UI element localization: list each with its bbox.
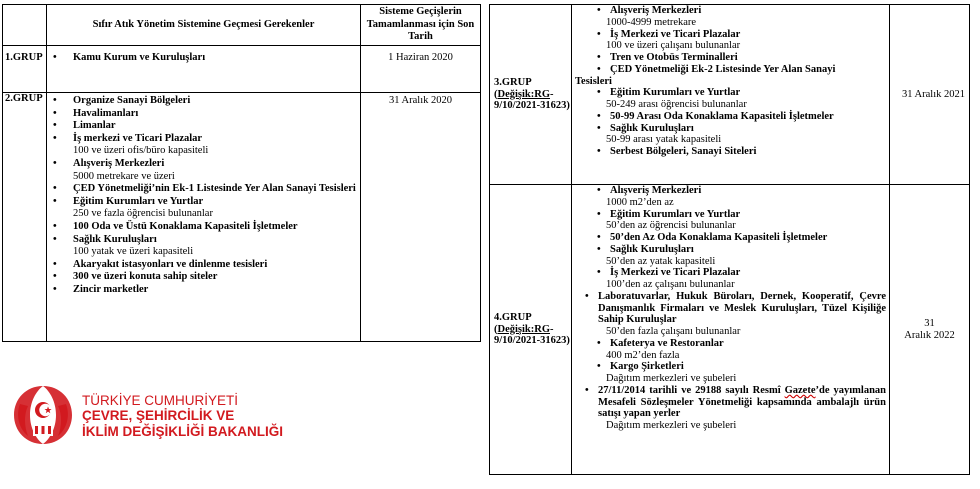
group2-item — [53, 234, 360, 259]
group3-requirement-item: • İş Merkezi ve Ticari Plazalar — [575, 29, 886, 41]
group4-requirement-item: • Alışveriş Merkezleri — [575, 185, 886, 197]
group2-item-title: İş merkezi ve Ticari Plazalar — [73, 132, 203, 144]
group4-requirement-text: 27/11/2014 tarihli ve 29188 sayılı Resmî — [598, 384, 785, 396]
group3-requirement-item: • 50-99 Arası Oda Konaklama Kapasiteli İşletmeler — [575, 111, 886, 123]
group3-deadline: 31 Aralık 2021 — [890, 5, 970, 185]
group4-requirement-detail: 50’den az yatak kapasiteli — [606, 255, 716, 267]
group3-requirement-item: • Tren ve Otobüs Terminalleri — [575, 52, 886, 64]
group3-row — [490, 5, 970, 185]
group2-item-title: ÇED Yönetmeliği’nin Ek-1 Listesinde Yer Alan Sanayi Tesisleri — [73, 183, 356, 195]
group4-deadline-rest: Aralık 2022 — [904, 329, 955, 341]
group2-item — [53, 95, 360, 108]
group2-item-detail: 100 yatak ve üzeri kapasiteli — [73, 246, 194, 258]
group3-amend-prefix: ( — [494, 88, 498, 100]
group4-requirement-text: ’de yayımlanan Mesafeli Sözleşmeler Yönetmeliği kapsamında ambalajlı ürün satışı yapan yerler — [598, 384, 886, 420]
group1-requirements — [47, 46, 361, 93]
group4-requirement-detail: Dağıtım merkezleri ve şubeleri — [606, 373, 737, 384]
group1-label: 1.GRUP — [3, 46, 47, 93]
group2-item — [53, 108, 360, 121]
group2-item-title: Eğitim Kurumları ve Yurtlar — [73, 195, 204, 207]
group4-label: 4.GRUP — [494, 311, 532, 323]
group4-requirement-detail: 100’den az çalışanı bulunanlar — [606, 279, 735, 290]
group4-requirement-detail: 1000 m2’den az — [606, 196, 674, 208]
group3-requirement-detail: 50-99 arası yatak kapasiteli — [606, 134, 722, 146]
group2-requirements — [47, 93, 361, 342]
group3-requirement-detail: 100 ve üzeri çalışanı bulunanlar — [606, 40, 741, 52]
group2-item-title: 300 ve üzeri konuta sahip siteler — [73, 271, 218, 283]
group4-requirement-item — [575, 385, 886, 420]
ministry-emblem-icon — [12, 384, 74, 446]
group3-label: 3.GRUP — [494, 76, 532, 88]
group1-row — [3, 46, 481, 93]
group2-item — [53, 271, 360, 284]
group2-deadline: 31 Aralık 2020 — [361, 93, 481, 342]
group4-requirement-item: • 50’den Az Oda Konaklama Kapasiteli İşletmeler — [575, 232, 886, 244]
group4-requirement-detail: Dağıtım merkezleri ve şubeleri — [606, 420, 737, 431]
group3-requirement-item: • Serbest Bölgeleri, Sanayi Siteleri — [575, 146, 886, 158]
group2-item-title: 100 Oda ve Üstü Konaklama Kapasiteli İşletmeler — [73, 220, 298, 232]
group3-requirement-item: • ÇED Yönetmeliği Ek-2 Listesinde Yer Alan Sanayi — [575, 64, 886, 76]
group4-requirement-item: • İş Merkezi ve Ticari Plazalar — [575, 267, 886, 279]
group1-deadline: 1 Haziran 2020 — [361, 46, 481, 93]
group2-item-title: Zincir marketler — [73, 283, 149, 295]
group2-item-title: Sağlık Kuruluşları — [73, 233, 157, 245]
group4-requirement-item: • Laboratuvarlar, Hukuk Büroları, Dernek, Kooperatif, Çevre Danışmanlık Firmaları ve Meslek Kuruluşları, Tüzel Kişiliğe Sahip Kuruluşlar — [575, 291, 886, 326]
group3-requirement-item: • Eğitim Kurumları ve Yurtlar — [575, 87, 886, 99]
header-requirements: Sıfır Atık Yönetim Sistemine Geçmesi Gerekenler — [47, 5, 361, 46]
group2-item — [53, 120, 360, 133]
group3-requirement-item: Tesisleri — [575, 75, 612, 87]
group4-amendment — [494, 324, 571, 348]
group2-label: 2.GRUP — [3, 93, 47, 342]
logo-line-2: ÇEVRE, ŞEHİRCİLİK VE — [82, 408, 235, 423]
group4-requirement-item: • Kargo Şirketleri — [575, 361, 886, 373]
group4-deadline-day: 31 — [924, 317, 935, 329]
logo-line-1: TÜRKİYE CUMHURİYETİ — [82, 393, 239, 408]
group4-requirement-item: • Kafeterya ve Restoranlar — [575, 338, 886, 350]
group3-label-cell — [490, 5, 572, 185]
left-header-row — [3, 5, 481, 46]
group3-requirements — [572, 5, 890, 185]
ministry-logo — [12, 384, 312, 450]
group4-label-cell — [490, 185, 572, 475]
group4-requirement-text: Gazete — [784, 384, 816, 396]
group2-item-title: Organize Sanayi Bölgeleri — [73, 95, 191, 106]
group4-amend-word: Değişik:RG — [497, 323, 550, 335]
group2-item — [53, 183, 360, 196]
left-requirements-table — [2, 4, 481, 342]
group2-item-title: Limanlar — [73, 120, 116, 132]
group4-requirement-detail: 50’den az öğrencisi bulunanlar — [606, 220, 736, 232]
group2-list — [47, 93, 360, 299]
group2-item-detail: 5000 metrekare ve üzeri — [73, 170, 175, 182]
header-deadline: Sisteme Geçişlerin Tamamlanması için Son Tarih — [361, 5, 481, 46]
group2-item — [53, 158, 360, 183]
group4-amend-prefix: ( — [494, 323, 498, 335]
group3-amend-rest: -9/10/2021-31623) — [494, 88, 570, 112]
group3-amend-word: Değişik:RG — [497, 88, 550, 100]
group4-requirement-detail: 50’den fazla çalışanı bulunanlar — [606, 326, 741, 337]
group2-item — [53, 259, 360, 272]
group3-requirement-item: • Sağlık Kuruluşları — [575, 123, 886, 135]
group4-requirements — [572, 185, 890, 475]
logo-line-3: İKLİM DEĞİŞİKLİĞİ BAKANLIĞI — [82, 424, 283, 439]
group2-item — [53, 133, 360, 158]
group4-row — [490, 185, 970, 475]
group4-requirement-item: • Eğitim Kurumları ve Yurtlar — [575, 209, 886, 221]
group1-item: • Kamu Kurum ve Kuruluşları — [53, 52, 360, 65]
group2-item-title: Akaryakıt istasyonları ve dinlenme tesisleri — [73, 258, 268, 270]
group2-item — [53, 221, 360, 234]
group2-item — [53, 196, 360, 221]
group3-requirement-detail: 50-249 arası öğrencisi bulunanlar — [606, 99, 747, 110]
group2-row — [3, 93, 481, 342]
group4-amend-rest: -9/10/2021-31623) — [494, 323, 570, 347]
group3-requirement-item: • Alışveriş Merkezleri — [575, 5, 886, 17]
group3-requirement-detail: 1000-4999 metrekare — [606, 16, 697, 28]
group2-item — [53, 284, 360, 297]
header-empty-cell — [3, 5, 47, 46]
group3-amendment — [494, 89, 571, 113]
right-requirements-table — [489, 4, 970, 475]
group2-item-title: Alışveriş Merkezleri — [73, 157, 165, 169]
group2-item-detail: 100 ve üzeri ofis/büro kapasiteli — [73, 145, 209, 157]
group2-item-detail: 250 ve fazla öğrencisi bulunanlar — [73, 208, 213, 220]
group4-requirement-detail: 400 m2’den fazla — [606, 349, 680, 361]
group2-item-title: Havalimanları — [73, 107, 139, 119]
group4-requirement-item: • Sağlık Kuruluşları — [575, 244, 886, 256]
group4-deadline-cell — [890, 185, 970, 475]
